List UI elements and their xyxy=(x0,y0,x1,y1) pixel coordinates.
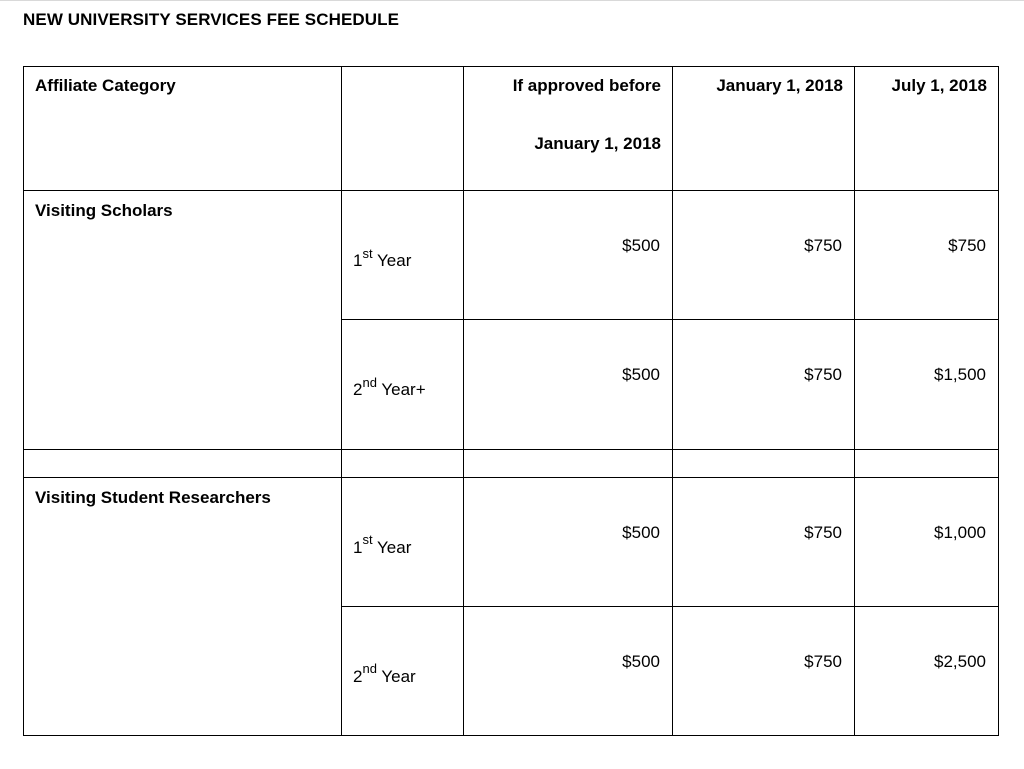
header-if-approved-line2: January 1, 2018 xyxy=(534,134,661,153)
header-affiliate-category: Affiliate Category xyxy=(24,67,342,191)
fee-cell: $500 xyxy=(464,320,673,449)
header-row xyxy=(24,67,999,191)
fee-cell: $2,500 xyxy=(855,606,999,735)
fee-cell: $750 xyxy=(673,191,855,320)
fee-cell: $500 xyxy=(464,191,673,320)
fee-cell: $750 xyxy=(673,606,855,735)
header-if-approved-line1: If approved before xyxy=(512,76,661,95)
fee-cell: $500 xyxy=(464,477,673,606)
spacer-row xyxy=(24,449,999,477)
header-subcategory xyxy=(342,67,464,191)
fee-cell: $750 xyxy=(855,191,999,320)
fee-schedule-table xyxy=(23,66,999,736)
header-july-2018: July 1, 2018 xyxy=(855,67,999,191)
header-january-2018: January 1, 2018 xyxy=(673,67,855,191)
top-divider xyxy=(0,0,1024,1)
fee-cell: $500 xyxy=(464,606,673,735)
fee-cell: $1,500 xyxy=(855,320,999,449)
subcategory-label: 1st Year xyxy=(342,191,464,320)
subcategory-label: 2nd Year+ xyxy=(342,320,464,449)
table-row xyxy=(24,477,999,606)
spacer-cell xyxy=(464,449,673,477)
table-row xyxy=(24,191,999,320)
subcategory-label: 2nd Year xyxy=(342,606,464,735)
fee-cell: $1,000 xyxy=(855,477,999,606)
fee-cell: $750 xyxy=(673,320,855,449)
category-visiting-student-researchers: Visiting Student Researchers xyxy=(24,477,342,735)
spacer-cell xyxy=(855,449,999,477)
header-if-approved-before xyxy=(464,67,673,191)
category-visiting-scholars: Visiting Scholars xyxy=(24,191,342,449)
subcategory-label: 1st Year xyxy=(342,477,464,606)
spacer-cell xyxy=(342,449,464,477)
spacer-cell xyxy=(673,449,855,477)
spacer-cell xyxy=(24,449,342,477)
fee-cell: $750 xyxy=(673,477,855,606)
page-title: NEW UNIVERSITY SERVICES FEE SCHEDULE xyxy=(23,10,400,29)
